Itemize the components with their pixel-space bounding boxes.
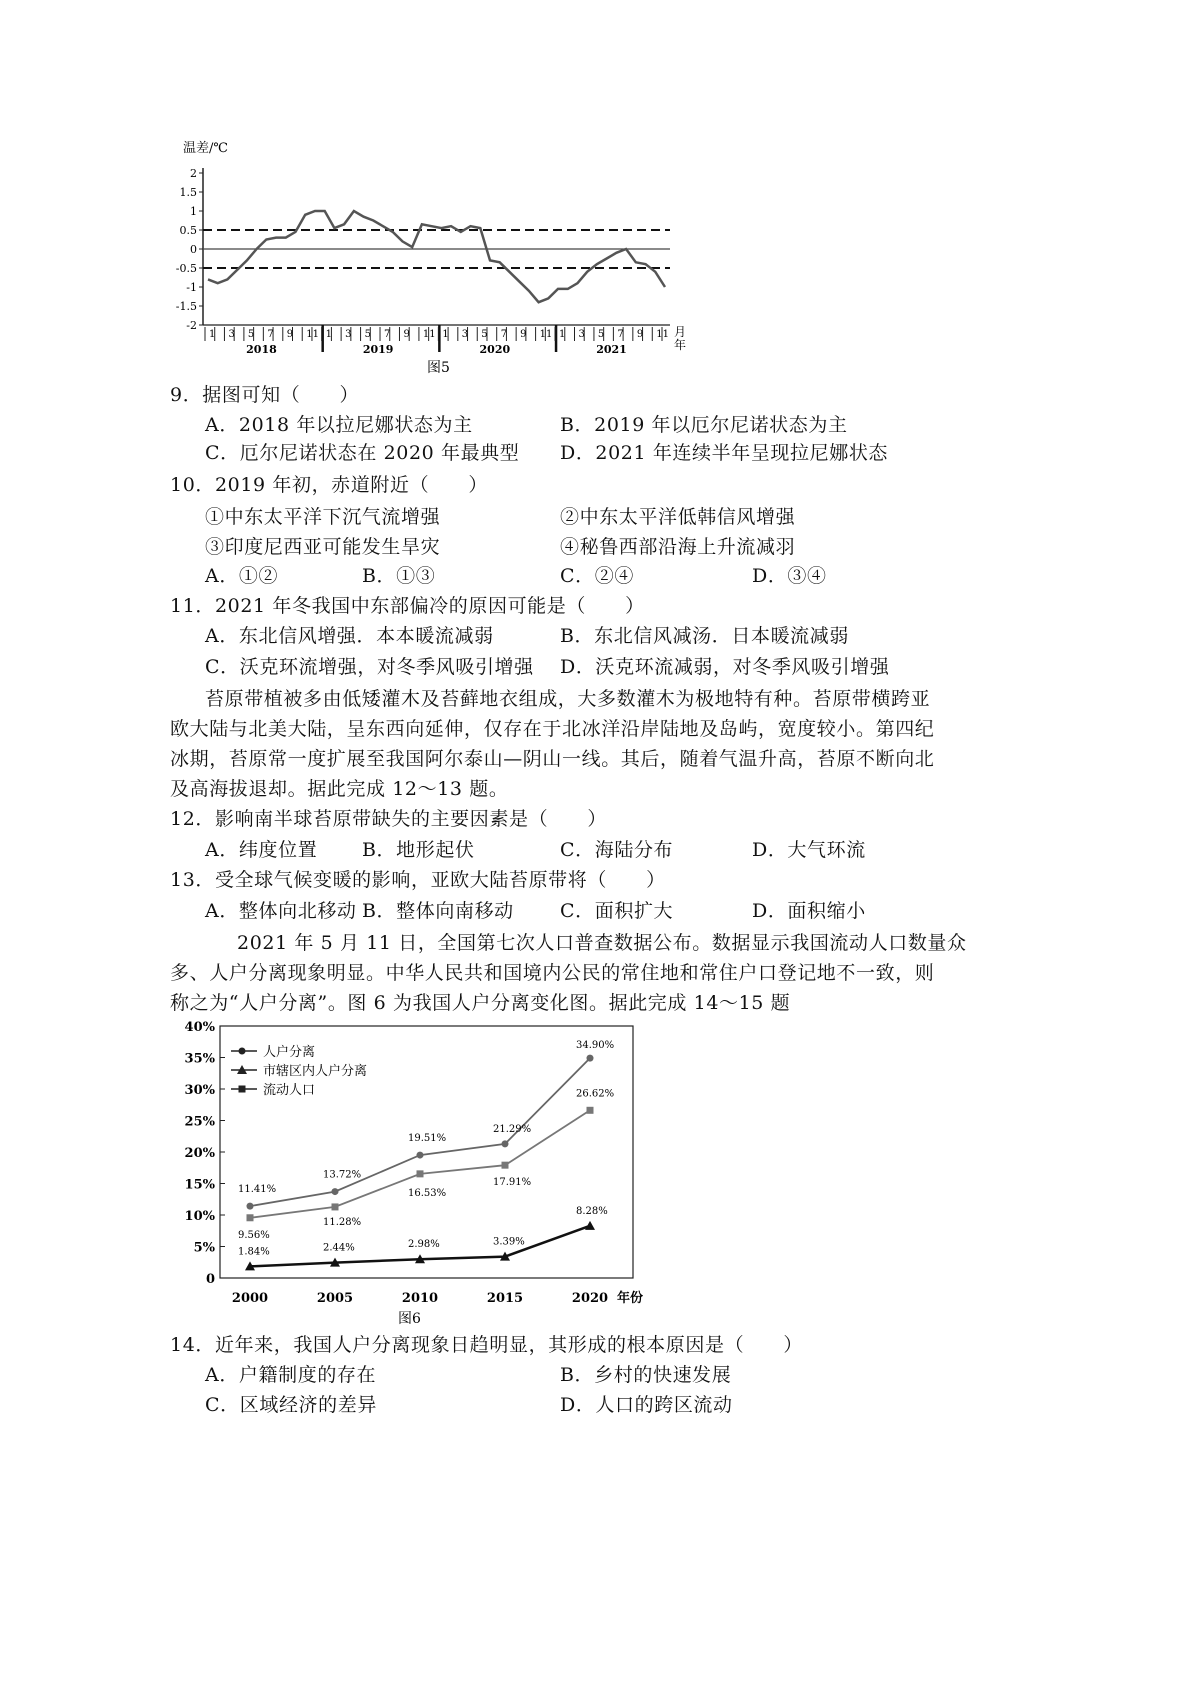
month-tick-label: 11 — [656, 329, 670, 340]
data-label: 1.84% — [238, 1246, 270, 1258]
legend-label: 人户分离 — [263, 1045, 316, 1060]
month-tick-label: 11 — [422, 329, 436, 340]
x-tick-label: 2020 — [571, 1291, 609, 1306]
month-tick-label: 3 — [461, 329, 469, 340]
data-label: 16.53% — [408, 1187, 447, 1199]
data-point-circle — [587, 1055, 594, 1062]
data-label: 8.28% — [576, 1205, 608, 1217]
x-tick-label: 2000 — [231, 1291, 269, 1306]
temperature-anomaly-line — [208, 211, 665, 302]
data-point-triangle — [585, 1221, 595, 1230]
y-tick-label: -1.5 — [175, 300, 197, 313]
y-tick-label: -1 — [186, 281, 197, 294]
q11-option-b[interactable]: B．东北信风减汤．日本暖流减弱 — [560, 625, 849, 647]
x-tick-label: 2010 — [401, 1291, 439, 1306]
q10-statement-2: ②中东太平洋低韩信风增强 — [560, 506, 796, 528]
y-tick-label: 2 — [190, 167, 197, 180]
figure5-xunit-year: 年 — [674, 338, 687, 352]
data-label: 17.91% — [493, 1177, 532, 1189]
q12-option-c[interactable]: C．海陆分布 — [560, 839, 674, 861]
y-tick-label: 10% — [185, 1209, 215, 1224]
month-tick-label: 11 — [306, 329, 319, 340]
q13-option-d[interactable]: D．面积缩小 — [752, 900, 866, 922]
month-tick-label: 7 — [500, 329, 508, 340]
series-line — [250, 1110, 590, 1218]
data-label: 2.44% — [323, 1242, 355, 1254]
data-label: 26.62% — [576, 1088, 615, 1100]
data-label: 13.72% — [323, 1169, 362, 1181]
q11-option-c[interactable]: C．沃克环流增强，对冬季风吸引增强 — [205, 656, 534, 678]
q11-option-a[interactable]: A．东北信风增强．本本暖流减弱 — [205, 625, 494, 647]
census-passage-line-1: 2021 年 5 月 11 日，全国第七次人口普查数据公布。数据显示我国流动人口数量众 — [237, 932, 967, 954]
y-tick-label: 35% — [185, 1051, 215, 1067]
q13-option-b[interactable]: B．整体向南移动 — [362, 900, 514, 922]
data-label: 2.98% — [408, 1239, 440, 1251]
data-label: 34.90% — [576, 1040, 615, 1052]
month-tick-label: 11 — [539, 329, 553, 340]
q12-option-d[interactable]: D．大气环流 — [752, 839, 866, 861]
data-point-square — [247, 1214, 254, 1221]
year-label: 2021 — [596, 343, 627, 356]
y-tick-label: 0.5 — [179, 224, 197, 237]
data-label: 21.29% — [493, 1123, 532, 1135]
data-label: 11.28% — [323, 1216, 362, 1228]
y-tick-label: 5% — [193, 1240, 215, 1256]
data-point-square — [502, 1162, 509, 1169]
q10-statement-1: ①中东太平洋下沉气流增强 — [205, 506, 441, 528]
figure6-legend — [231, 1045, 367, 1098]
month-tick-label: 9 — [403, 329, 410, 340]
y-tick-label: 1.5 — [179, 186, 197, 199]
figure6-caption: 图6 — [398, 1311, 421, 1327]
tundra-passage-line-3: 冰期，苔原常一度扩展至我国阿尔泰山—阴山一线。其后，随着气温升高，苔原不断向北 — [170, 748, 935, 770]
q9-stem: 9．据图可知（ ） — [170, 384, 360, 406]
figure5-caption: 图5 — [427, 360, 450, 376]
month-tick-label: 3 — [228, 329, 235, 340]
figure5-ylabel: 温差/℃ — [183, 141, 228, 156]
q11-stem: 11．2021 年冬我国中东部偏冷的原因可能是（ ） — [170, 595, 645, 617]
figure6-chart — [185, 1018, 665, 1330]
data-point-circle — [502, 1140, 509, 1147]
y-tick-label: 40% — [185, 1020, 215, 1035]
y-tick-label: 20% — [185, 1146, 215, 1161]
month-tick-label: 5 — [597, 329, 605, 340]
data-point-circle — [247, 1203, 254, 1210]
month-tick-label: 9 — [520, 329, 527, 340]
q10-option-d[interactable]: D．③④ — [752, 565, 827, 587]
y-tick-label: 30% — [185, 1083, 215, 1098]
figure6-xunit: 年份 — [617, 1291, 644, 1306]
figure5-axes — [203, 168, 670, 325]
q10-statement-4: ④秘鲁西部沿海上升流减羽 — [560, 536, 796, 558]
data-label: 19.51% — [408, 1133, 447, 1145]
year-label: 2020 — [479, 343, 511, 356]
data-point-circle — [417, 1152, 424, 1159]
month-tick-label: 3 — [345, 329, 352, 340]
month-tick-label: 1 — [325, 329, 333, 340]
y-tick-label: 0 — [190, 243, 197, 256]
q10-statement-3: ③印度尼西亚可能发生旱灾 — [205, 536, 441, 558]
month-tick-label: 7 — [617, 329, 624, 340]
q14-option-c[interactable]: C．区域经济的差异 — [205, 1394, 377, 1416]
census-passage-line-3: 称之为“人户分离”。图 6 为我国人户分离变化图。据此完成 14～15 题 — [170, 992, 791, 1014]
data-point-square — [417, 1170, 424, 1177]
figure5-xunit-month: 月 — [674, 325, 687, 339]
q10-option-a[interactable]: A．①② — [205, 565, 279, 587]
month-tick-label: 3 — [578, 329, 585, 340]
month-tick-label: 9 — [636, 329, 644, 340]
q12-option-b[interactable]: B．地形起伏 — [362, 839, 475, 861]
figure5-chart — [175, 140, 695, 385]
q14-option-d[interactable]: D．人口的跨区流动 — [560, 1394, 733, 1416]
tundra-passage-line-4: 及高海拔退却。据此完成 12～13 题。 — [170, 778, 509, 800]
data-label: 9.56% — [238, 1229, 270, 1241]
q12-option-a[interactable]: A．纬度位置 — [205, 839, 318, 861]
q13-option-c[interactable]: C．面积扩大 — [560, 900, 674, 922]
x-tick-label: 2015 — [486, 1291, 524, 1306]
month-tick-label: 1 — [209, 329, 216, 340]
q13-option-a[interactable]: A．整体向北移动 — [205, 900, 357, 922]
tundra-passage-line-1: 苔原带植被多由低矮灌木及苔藓地衣组成，大多数灌木为极地特有种。苔原带横跨亚 — [205, 688, 931, 710]
q12-stem: 12．影响南半球苔原带缺失的主要因素是（ ） — [170, 808, 607, 830]
legend-label: 流动人口 — [263, 1083, 316, 1098]
q9-option-d[interactable]: D．2021 年连续半年呈现拉尼娜状态 — [560, 442, 889, 464]
data-point-square — [332, 1203, 339, 1210]
month-tick-label: 1 — [559, 329, 566, 340]
q11-option-d[interactable]: D．沃克环流减弱，对冬季风吸引增强 — [560, 656, 890, 678]
month-tick-label: 7 — [267, 329, 274, 340]
data-label: 11.41% — [238, 1184, 277, 1196]
y-tick-label: 15% — [185, 1177, 215, 1193]
month-tick-label: 1 — [442, 329, 449, 340]
x-tick-label: 2005 — [316, 1291, 354, 1306]
q14-option-b[interactable]: B．乡村的快速发展 — [560, 1364, 732, 1386]
q14-option-a[interactable]: A．户籍制度的存在 — [205, 1364, 377, 1386]
y-tick-label: 25% — [185, 1114, 215, 1130]
month-tick-label: 5 — [364, 329, 371, 340]
q9-option-c[interactable]: C．厄尔尼诺状态在 2020 年最典型 — [205, 442, 520, 464]
q13-stem: 13．受全球气候变暖的影响，亚欧大陆苔原带将（ ） — [170, 869, 666, 891]
q9-option-a[interactable]: A．2018 年以拉尼娜状态为主 — [205, 414, 473, 436]
month-tick-label: 5 — [481, 329, 488, 340]
y-tick-label: -0.5 — [175, 262, 197, 275]
census-passage-line-2: 多、人户分离现象明显。中华人民共和国境内公民的常住地和常住户口登记地不一致，则 — [170, 962, 935, 984]
legend-label: 市辖区内人户分离 — [263, 1064, 368, 1079]
y-tick-label: 1 — [190, 205, 197, 218]
month-tick-label: 5 — [247, 329, 255, 340]
q10-option-b[interactable]: B．①③ — [362, 565, 436, 587]
data-point-square — [239, 1086, 246, 1093]
y-tick-label: -2 — [186, 319, 197, 332]
month-tick-label: 9 — [286, 329, 294, 340]
data-point-circle — [332, 1188, 339, 1195]
data-point-circle — [239, 1048, 246, 1055]
q10-option-c[interactable]: C．②④ — [560, 565, 634, 587]
data-point-square — [587, 1107, 594, 1114]
tundra-passage-line-2: 欧大陆与北美大陆，呈东西向延伸，仅存在于北冰洋沿岸陆地及岛屿，宽度较小。第四纪 — [170, 718, 935, 740]
data-label: 3.39% — [493, 1236, 525, 1248]
q14-stem: 14．近年来，我国人户分离现象日趋明显，其形成的根本原因是（ ） — [170, 1334, 803, 1356]
year-label: 2019 — [362, 343, 394, 356]
month-tick-label: 7 — [384, 329, 391, 340]
q9-option-b[interactable]: B．2019 年以厄尔尼诺状态为主 — [560, 414, 848, 436]
year-label: 2018 — [246, 343, 277, 356]
q10-stem: 10．2019 年初，赤道附近（ ） — [170, 474, 488, 496]
y-tick-label: 0 — [205, 1272, 215, 1287]
